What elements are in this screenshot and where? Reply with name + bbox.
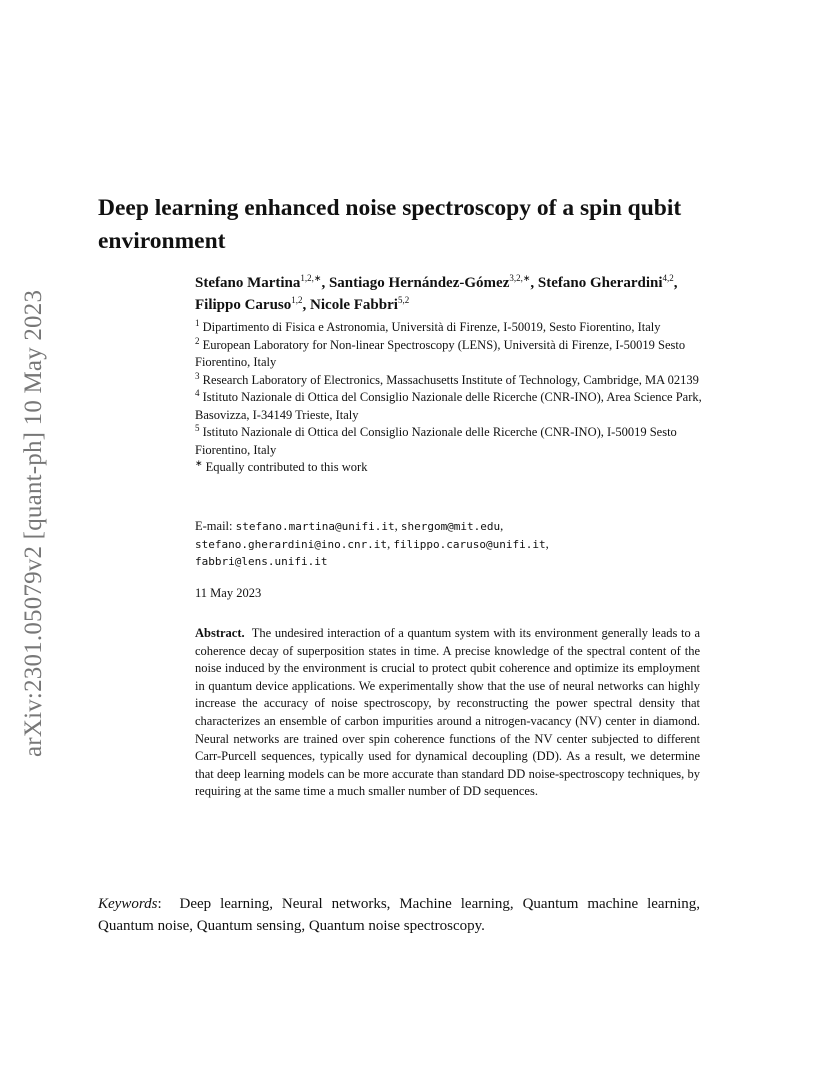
author-list <box>195 272 715 316</box>
affiliation-mark: 5 <box>195 422 200 433</box>
affiliation-text: Istituto Nazionale di Ottica del Consiglio Nazionale delle Ricerche (CNR-INO), I-50019 Sesto Fiorentino, Italy <box>195 425 677 457</box>
author-name: Stefano Martina <box>195 275 301 291</box>
affiliation-mark: 3 <box>195 370 200 381</box>
email-link[interactable]: stefano.gherardini@ino.cnr.it <box>195 537 388 551</box>
abstract <box>195 625 700 801</box>
affiliation-mark: 2 <box>195 335 200 346</box>
email-block: E-mail: stefano.martina@unifi.it, shergom@mit.edu, stefano.gherardini@ino.cnr.it, filippo.caruso@unifi.it, fabbri@lens.unifi.it <box>195 519 549 568</box>
author: Filippo Caruso$^{1,2}$, <box>195 295 311 313</box>
affiliation <box>195 424 715 459</box>
affiliation-text: Equally contributed to this work <box>205 460 368 474</box>
affiliation-mark: ∗ <box>195 457 203 468</box>
author-affil-marks: 1,2 <box>291 295 303 305</box>
affiliation-list <box>195 319 715 477</box>
arxiv-identifier: arXiv:2301.05079v2 [quant-ph] 10 May 2023 <box>20 289 47 757</box>
keywords-label: Keywords <box>98 896 158 912</box>
author: Stefano Martina$^{1,2,∗}$, <box>195 273 329 291</box>
affiliation <box>195 372 715 390</box>
affiliation-mark: 1 <box>195 317 200 328</box>
author: Stefano Gherardini$^{4,2}$, <box>537 273 678 291</box>
abstract-label: Abstract. <box>195 626 245 640</box>
author-name: Santiago Hernández-Gómez <box>328 275 510 291</box>
author-affil-marks: 4,2 <box>662 273 674 283</box>
affiliation <box>195 459 715 477</box>
paper-title: Deep learning enhanced noise spectroscopy of a spin qubit environment <box>98 195 682 254</box>
email-link[interactable]: shergom@mit.edu <box>400 520 501 533</box>
affiliation <box>195 337 715 372</box>
affiliation-text: Istituto Nazionale di Ottica del Consiglio Nazionale delle Ricerche (CNR-INO), Area Science Park, Basovizza, I-34149 Trieste, Italy <box>195 390 702 422</box>
affiliation-text: Dipartimento di Fisica e Astronomia, Università di Firenze, I-50019, Sesto Fiorentino, Italy <box>202 320 661 334</box>
keywords: Keywords: Deep learning, Neural networks, Machine learning, Quantum machine learning, Quantum noise, Quantum sensing, Quantum noise spectroscopy. <box>98 896 700 934</box>
author-name: Stefano Gherardini <box>537 275 663 291</box>
email-link[interactable]: fabbri@lens.unifi.it <box>195 555 328 568</box>
publication-date: 11 May 2023 <box>195 586 262 600</box>
author-name: Nicole Fabbri <box>310 297 398 313</box>
author-name: Filippo Caruso <box>195 297 292 313</box>
email-link[interactable]: filippo.caruso@unifi.it <box>393 537 546 551</box>
affiliation <box>195 389 715 424</box>
affiliation-text: European Laboratory for Non-linear Spectroscopy (LENS), Università di Firenze, I-50019 Sesto Fiorentino, Italy <box>195 337 686 369</box>
affiliation-mark: 4 <box>195 387 200 398</box>
keywords-text: Deep learning, Neural networks, Machine learning, Quantum machine learning, Quantum noise, Quantum sensing, Quantum noise spectroscopy. <box>98 896 700 934</box>
email-link[interactable]: stefano.martina@unifi.it <box>235 520 395 533</box>
author-affil-marks: 5,2 <box>397 295 410 305</box>
author-affil-marks: 1,2,∗ <box>300 273 322 283</box>
author <box>310 297 409 313</box>
affiliation <box>195 319 715 337</box>
author-affil-marks: 3,2,∗ <box>509 273 531 283</box>
abstract-text: The undesired interaction of a quantum system with its environment generally leads to a coherence decay of superposition states in time. A precise knowledge of the spectral content of the noise induced by the environment is crucial to protect qubit coherence and optimize its employment in quantum device applications. We experimentally show that the use of neural networks can highly increase the accuracy of noise spectroscopy, by reconstructing the power spectral density that characterizes an ensemble of carbon impurities around a nitrogen-vacancy (NV) center in diamond. Neural networks are trained over spin coherence functions of the NV center subjected to different Carr-Purcell sequences, typically used for dynamical decoupling (DD). As a result, we determine that deep learning models can be more accurate than standard DD noise-spectroscopy techniques, by requiring at the same time a much smaller number of DD sequences. <box>195 626 700 799</box>
author: Santiago Hernández-Gómez$^{3,2,∗}$, <box>328 273 538 291</box>
email-label: E-mail: <box>195 519 233 533</box>
affiliation-text: Research Laboratory of Electronics, Massachusetts Institute of Technology, Cambridge, MA 02139 <box>202 372 699 387</box>
